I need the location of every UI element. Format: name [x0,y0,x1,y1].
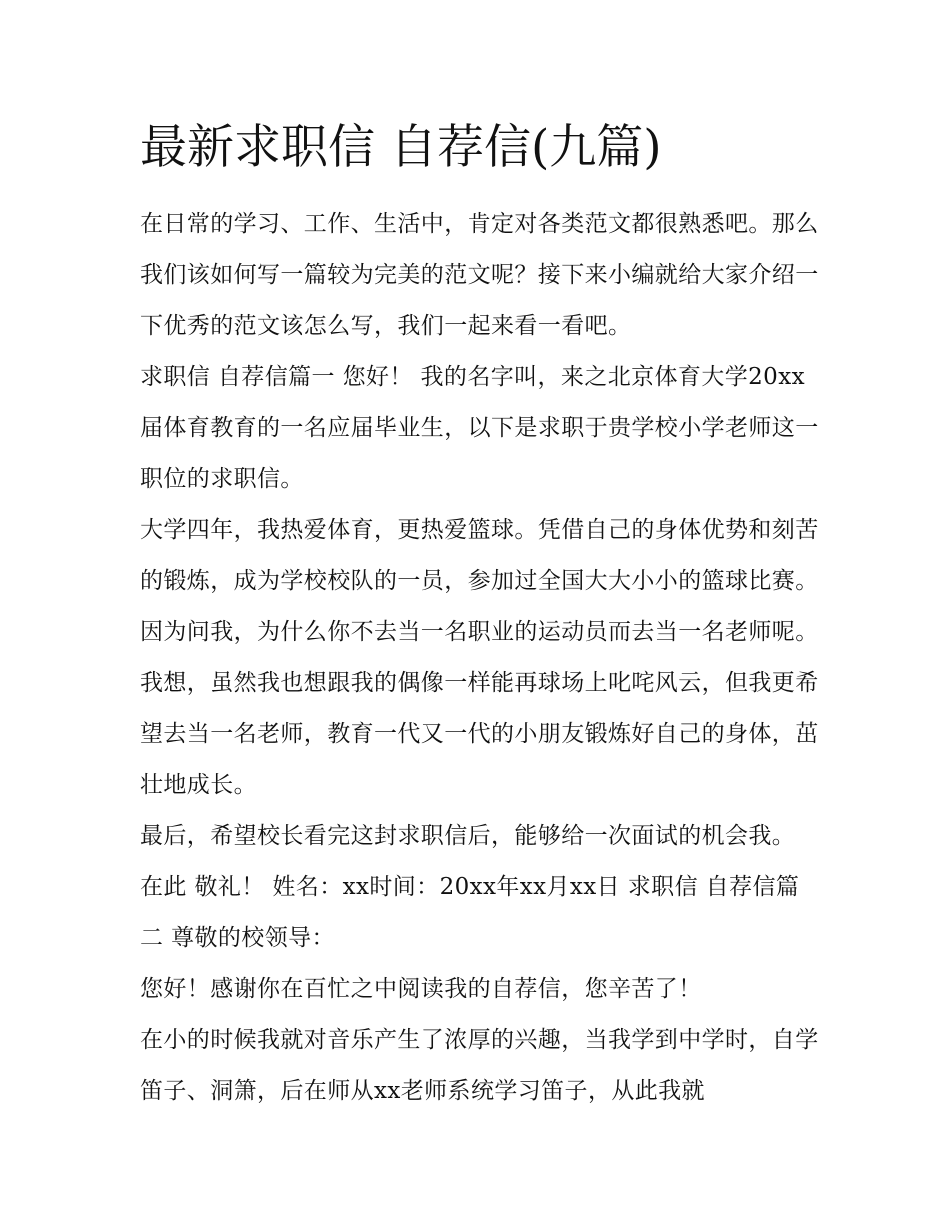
paragraph-closing-and-letter-two: 最后，希望校长看完这封求职信后，能够给一次面试的机会我。 在此 敬礼！ 姓名：xx时间：20xx年xx月xx日 求职信 自荐信篇二 尊敬的校领导： [140,823,800,951]
document-body [140,199,820,1117]
paragraph-letter-one-opening: 求职信 自荐信篇一 您好！ 我的名字叫，来之北京体育大学20xx届体育教育的一名应届毕业生，以下是求职于贵学校小学老师这一职位的求职信。 [140,364,819,492]
document-title: 最新求职信 自荐信(九篇) [140,120,662,175]
paragraph-music-interest: 在小的时候我就对音乐产生了浓厚的兴趣，当我学到中学时，自学笛子、洞箫，后在师从xx老师系统学习笛子，从此我就 [140,1027,819,1104]
paragraph-intro: 在日常的学习、工作、生活中，肯定对各类范文都很熟悉吧。那么我们该如何写一篇较为完美的范文呢？接下来小编就给大家介绍一下优秀的范文该怎么写，我们一起来看一看吧。 [140,211,819,339]
paragraph-university-years: 大学四年，我热爱体育，更热爱篮球。凭借自己的身体优势和刻苦的锻炼，成为学校校队的一员，参加过全国大大小小的篮球比赛。因为问我，为什么你不去当一名职业的运动员而去当一名老师呢。我想，虽然我也想跟我的偶像一样能再球场上叱咤风云，但我更希望去当一名老师，教育一代又一代的小朋友锻炼好自己的身体，茁壮地成长。 [140,517,819,798]
paragraph-greeting: 您好！感谢你在百忙之中阅读我的自荐信，您辛苦了！ [140,976,702,1002]
